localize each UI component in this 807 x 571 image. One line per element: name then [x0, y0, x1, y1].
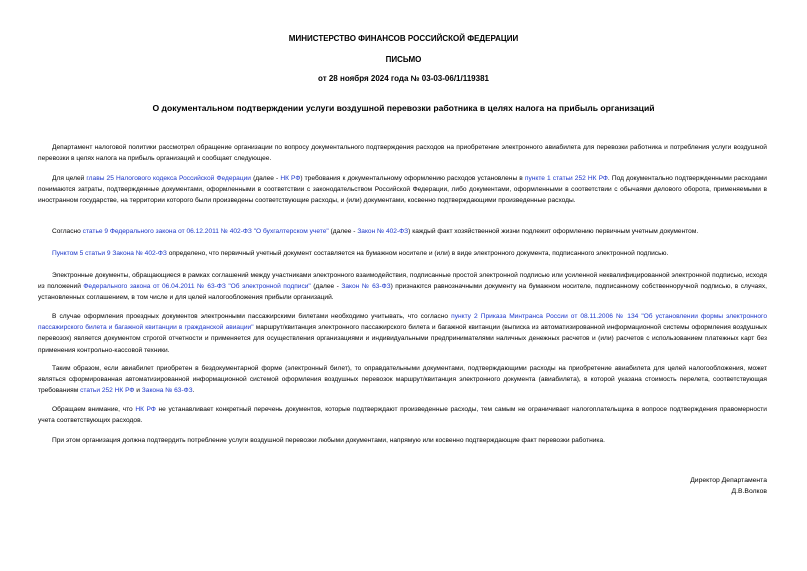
text: В случае оформления проездных документов электронными пассажирскими билетами необходимо учитывать, что согласно: [52, 313, 452, 320]
paragraph-intro: [38, 142, 767, 164]
document-subject: О документальном подтверждении услуги воздушной перевозки работника в целях налога на прибыль организаций: [152, 103, 655, 113]
text: определено, что первичный учетный документ составляется на бумажном носителе и (или) в виде электронного документа, подписанного электронной подписью.: [166, 250, 669, 257]
link-law-402[interactable]: Закон № 402-ФЗ: [357, 228, 409, 235]
link-nk-rf[interactable]: НК РФ: [280, 175, 301, 182]
link-mintrans-order-134[interactable]: пункту 2 Приказа Минтранса России от 08.11.2006 № 134 "Об установлении формы электронного пассажирского билета и багажной квитанции в гражданской авиации": [38, 313, 767, 332]
document-date-number: от 28 ноября 2024 года № 03-03-06/1/119381: [318, 74, 489, 83]
paragraph-electronic-tickets: [38, 311, 767, 356]
document-type: ПИСЬМО: [385, 55, 422, 64]
text: Обращаем внимание, что: [52, 406, 136, 413]
paragraph-note: [38, 404, 767, 426]
paragraph-conclusion: [38, 363, 767, 397]
ministry-title: МИНИСТЕРСТВО ФИНАНСОВ РОССИЙСКОЙ ФЕДЕРАЦИИ: [288, 34, 519, 43]
text: Для целей: [52, 175, 87, 182]
paragraph-primary-document: [38, 248, 767, 259]
text: Согласно: [52, 228, 83, 235]
text: не устанавливает конкретный перечень документов, которые подтверждают произведенные расходы, тем самым не ограничивает налогоплательщика в вопросе подтверждения правомерности учета соответствующих расходов.: [38, 406, 767, 425]
link-nk-rf-note[interactable]: НК РФ: [135, 406, 156, 413]
paragraph-electronic-documents: [38, 270, 767, 304]
signature-position: Директор Департамента: [690, 477, 767, 484]
paragraph-tax-code: [38, 173, 767, 207]
link-law-63-ref[interactable]: Закона № 63-ФЗ: [141, 387, 193, 395]
text: ) требования к документальному оформлению расходов установлены в: [300, 175, 525, 182]
text: При этом организация должна подтвердить потребление услуги воздушной перевозки любыми документами, напрямую или косвенно подтверждающие факт перевозки работника.: [52, 437, 605, 444]
text: Таким образом, если авиабилет приобретен в бездокументарной форме (электронный билет), то оправдательными документами, подтверждающими расходы на приобретение авиабилета для целей налогообложения, может являться сформированная автоматизированной информационной системой оформления воздушных перевозок маршрут/квитанция электронного документа (авиабилета), в которой указана стоимость перелета, соответствующая требованиям: [38, 365, 767, 395]
text: (далее -: [250, 175, 281, 182]
text: Департамент налоговой политики рассмотрел обращение организации по вопросу документального подтверждения расходов на приобретение электронного авиабилета для перевозки работника и потребления услуги воздушной перевозки в целях налога на прибыль организаций и сообщает следующее.: [38, 144, 767, 163]
paragraph-final: [38, 435, 767, 446]
text: маршрут/квитанция электронного пассажирского билета и багажной квитанции (выписка из автоматизированной информационной системы оформления воздушных перевозок) является документом строгой отчетности и применяется для осуществления организациями и индивидуальными предпринимателями наличных денежных расчетов и (или) расчетов с использованием платежных карт без применения контрольно-кассовой техники.: [38, 324, 767, 354]
link-tax-code-chapter-25[interactable]: главы 25 Налогового кодекса Российской Федерации: [86, 175, 251, 182]
link-law-402-point-5[interactable]: Пунктом 5 статьи 9 Закона № 402-ФЗ: [52, 250, 167, 257]
paragraph-accounting-law: [38, 226, 767, 237]
text: и: [134, 387, 142, 395]
text: .: [192, 387, 195, 395]
text: . Под документально подтвержденными расходами понимаются затраты, подтвержденные документами, оформленными в соответствии с законодательством Российской Федерации, либо документами, оформленными в соответствии с обычаями делового оборота, применяемыми в иностранном государстве, на территории которого были произведены соответствующие расходы, и (или) документами, косвенно подтверждающими произведенные расходы.: [38, 175, 767, 205]
link-article-252[interactable]: статьи 252 НК РФ: [80, 387, 135, 395]
text: ) признаются равнозначными документу на бумажном носителе, подписанному собственноручной подписью, в случаях, установленных соглашением, в том числе и для целей налогообложения прибыли организаций.: [38, 283, 767, 302]
signature-name: Д.В.Волков: [731, 488, 767, 495]
link-article-252-point-1[interactable]: пункте 1 статьи 252 НК РФ: [524, 175, 608, 182]
text: Электронные документы, обращающиеся в рамках соглашений между участниками электронного взаимодействия, подписанные простой электронной подписью или усиленной неквалифицированной электронной подписью, исходя из положений: [38, 272, 767, 291]
text: ) каждый факт хозяйственной жизни подлежит оформлению первичным учетным документом.: [408, 228, 699, 235]
link-law-63-electronic-signature[interactable]: Федерального закона от 06.04.2011 № 63-ФЗ "Об электронной подписи": [83, 283, 311, 291]
link-law-63[interactable]: Закон № 63-ФЗ: [341, 283, 391, 291]
text: (далее -: [328, 228, 358, 235]
link-law-402-article-9[interactable]: статье 9 Федерального закона от 06.12.2011 № 402-ФЗ "О бухгалтерском учете": [82, 228, 329, 235]
text: (далее -: [310, 283, 342, 291]
